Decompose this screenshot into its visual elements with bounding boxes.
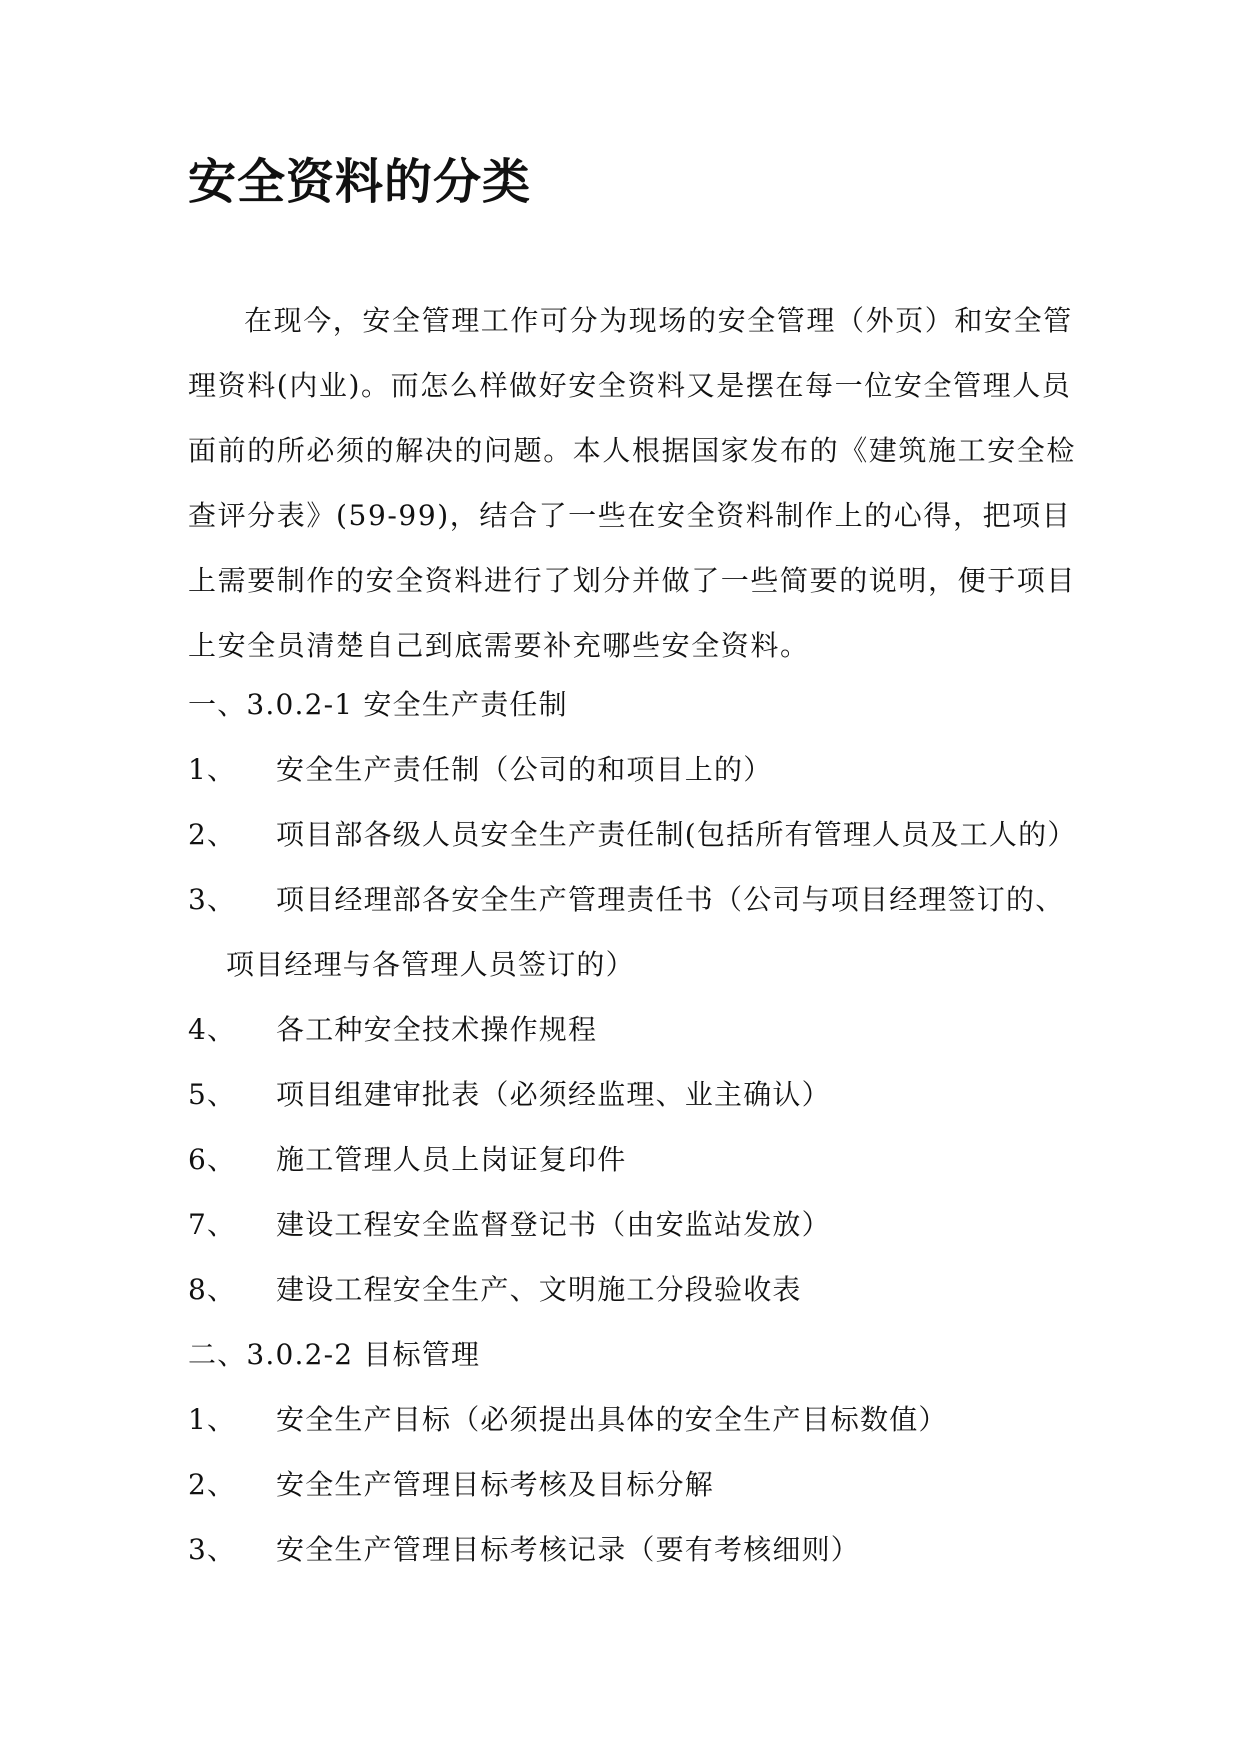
intro-paragraph (188, 288, 1077, 678)
item-number: 3、 (188, 1533, 237, 1566)
item-number: 7、 (188, 1208, 237, 1241)
item-number: 2、 (188, 818, 237, 851)
list-item (188, 802, 1088, 867)
item-text: 项目经理部各安全生产管理责任书（公司与项目经理签订的、 (276, 883, 1065, 916)
item-text: 安全生产管理目标考核及目标分解 (276, 1468, 715, 1501)
item-number: 6、 (188, 1143, 237, 1176)
item-number: 8、 (188, 1273, 237, 1306)
section-heading: 一、3.0.2-1 安全生产责任制 (188, 688, 568, 721)
item-text: 各工种安全技术操作规程 (276, 1013, 598, 1046)
list-item (188, 1452, 1088, 1517)
list-item (188, 1517, 1088, 1582)
intro-line: 面前的所必须的解决的问题。本人根据国家发布的《建筑施工安全检 (188, 434, 1077, 467)
list-item (188, 1062, 1088, 1127)
item-number: 1、 (188, 1403, 237, 1436)
list-item (188, 1257, 1088, 1322)
page-title: 安全资料的分类 (188, 154, 532, 210)
intro-line: 上需要制作的安全资料进行了划分并做了一些简要的说明，便于项目 (188, 564, 1077, 597)
item-number: 4、 (188, 1013, 237, 1046)
section-heading: 二、3.0.2-2 目标管理 (188, 1338, 481, 1371)
item-text-continuation: 项目经理与各管理人员签订的） (226, 948, 635, 981)
list-item (188, 1192, 1088, 1257)
item-number: 1、 (188, 753, 237, 786)
item-text: 项目组建审批表（必须经监理、业主确认） (276, 1078, 831, 1111)
list-item (188, 1387, 1088, 1452)
item-text: 项目部各级人员安全生产责任制(包括所有管理人员及工人的） (276, 818, 1077, 851)
item-number: 3、 (188, 883, 237, 916)
item-number: 5、 (188, 1078, 237, 1111)
list-item (188, 737, 1088, 802)
item-text: 安全生产目标（必须提出具体的安全生产目标数值） (276, 1403, 948, 1436)
item-text: 施工管理人员上岗证复印件 (276, 1143, 627, 1176)
item-text: 安全生产管理目标考核记录（要有考核细则） (276, 1533, 861, 1566)
list-item (188, 997, 1088, 1062)
list-item (188, 867, 1088, 932)
item-text: 建设工程安全生产、文明施工分段验收表 (276, 1273, 802, 1306)
sections-list (188, 672, 1088, 1582)
intro-line: 查评分表》(59-99)，结合了一些在安全资料制作上的心得，把项目 (188, 499, 1072, 532)
intro-line: 上安全员清楚自己到底需要补充哪些安全资料。 (188, 629, 810, 662)
item-text: 安全生产责任制（公司的和项目上的） (276, 753, 773, 786)
item-text: 建设工程安全监督登记书（由安监站发放） (276, 1208, 831, 1241)
item-number: 2、 (188, 1468, 237, 1501)
list-item (188, 1127, 1088, 1192)
intro-line: 在现今，安全管理工作可分为现场的安全管理（外页）和安全管 (244, 304, 1073, 337)
intro-line: 理资料(内业)。而怎么样做好安全资料又是摆在每一位安全管理人员 (188, 369, 1072, 402)
